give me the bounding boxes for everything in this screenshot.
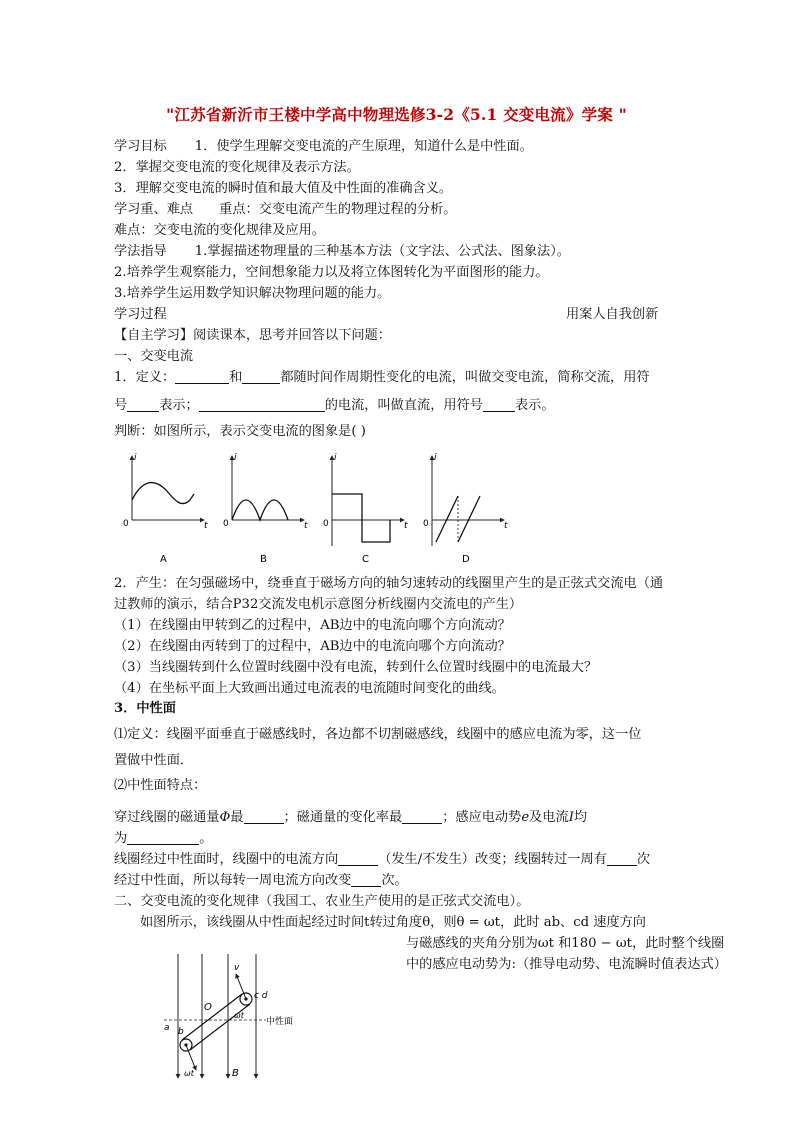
fig-wt-label: ωt — [234, 1011, 244, 1020]
neutral-feature-line-2 — [114, 830, 212, 848]
judge-question: 判断：如图所示，表示交变电流的图象是( ) — [114, 424, 366, 439]
graph-b-axis-t: t — [304, 521, 308, 531]
definition-line-2 — [114, 397, 555, 415]
goal-item-2: 2．掌握交变电流的变化规律及表示方法。 — [114, 160, 360, 175]
key-focus: 重点：交变电流产生的物理过程的分析。 — [219, 202, 457, 217]
neutral-heading: 3．中性面 — [114, 701, 176, 716]
generation-question-4: （4）在坐标平面上大致画出通过电流表的电流随时间变化的曲线。 — [114, 681, 505, 696]
graph-b — [223, 453, 308, 565]
fig-a-label: a — [164, 1023, 170, 1033]
key-line — [114, 201, 457, 219]
graph-b-axis-i: i — [234, 453, 237, 463]
def-text-a: 1．定义： — [114, 370, 176, 385]
graph-c-origin: 0 — [323, 519, 329, 529]
blank-1[interactable] — [175, 369, 229, 384]
section-2-paragraph-1: 如图所示，该线圈从中性面起经过时间t转过角度θ，则θ = ωt，此时 ab、cd 速度方向 — [140, 915, 646, 930]
def-text-g: 表示。 — [515, 398, 555, 413]
graph-c — [323, 453, 408, 565]
key-label: 学习重、难点 — [114, 202, 194, 217]
feat-text-h: 均 — [573, 810, 588, 825]
section-1-heading: 一、交变电流 — [114, 349, 194, 364]
blank-3[interactable] — [127, 397, 159, 412]
neutral-def-line-2: 置做中性面． — [114, 753, 194, 768]
goals-label: 学习目标 — [114, 139, 167, 154]
section-2-heading: 二、交变电流的变化规律（我国工、农业生产使用的是正弦式交流电）。 — [114, 894, 530, 909]
generation-question-2: （2）在线圈由丙转到丁的过程中，AB边中的电流向哪个方向流动？ — [114, 639, 511, 654]
section-2-paragraph-3: 中的感应电动势为:（推导电动势、电流瞬时值表达式） — [406, 957, 727, 972]
graph-d-origin: 0 — [423, 519, 429, 529]
generation-question-3: （3）当线圈转到什么位置时线圈中没有电流，转到什么位置时线圈中的电流最大？ — [114, 660, 598, 675]
fig-b-label: b — [178, 1027, 184, 1037]
process-right-note: 用案人自我创新 — [566, 307, 659, 322]
fig-neutral-label: 中性面 — [266, 1017, 294, 1027]
def-text-e: 表示； — [159, 398, 199, 413]
blank-value[interactable] — [127, 830, 199, 845]
graph-b-label: B — [260, 554, 267, 565]
goals-line-1 — [114, 138, 533, 156]
current-text-a: 线圈经过中性面时，线圈中的电流方向 — [114, 852, 339, 867]
neutral-feature-line-1 — [114, 809, 587, 827]
def-text-b: 和 — [229, 370, 243, 385]
definition-line-1 — [114, 369, 650, 387]
guide-label: 学法指导 — [114, 244, 167, 259]
feat-text-c: ；磁通量的变化率最 — [283, 810, 403, 825]
blank-flux-rate[interactable] — [402, 809, 442, 824]
blank-flux[interactable] — [244, 809, 284, 824]
neutral-def-line-1: ⑴定义：线圈平面垂直于磁感线时，各边都不切割磁感线，线圈中的感应电流为零，这一位 — [114, 727, 642, 742]
feat-text-b: 最 — [230, 810, 244, 825]
goal-item-1: 1．使学生理解交变电流的产生原理，知道什么是中性面。 — [194, 139, 533, 154]
generation-line-1: 2．产生：在匀强磁场中，绕垂直于磁场方向的轴匀速转动的线圈里产生的是正弦式交流电（通 — [114, 576, 664, 591]
blank-changes[interactable] — [351, 872, 381, 887]
def-text-f: 的电流，叫做直流，用符号 — [324, 398, 483, 413]
generation-line-2: 过教师的演示，结合P32交流发电机示意图分析线圈内交流电的产生） — [114, 597, 523, 612]
generation-question-1: （1）在线圈由甲转到乙的过程中，AB边中的电流向哪个方向流动？ — [114, 618, 511, 633]
section-2-paragraph-2: 与磁感线的夹角分别为ωt 和180 − ωt，此时整个线圈 — [406, 936, 725, 951]
guide-item-3: 3.培养学生运用数学知识解决物理问题的能力。 — [114, 286, 391, 301]
feat-text-d: ；感应电动势 — [442, 810, 522, 825]
def-text-d: 号 — [114, 398, 128, 413]
graph-d — [423, 453, 508, 565]
graph-b-origin: 0 — [223, 519, 229, 529]
fig-b-field-label: B — [232, 1068, 239, 1079]
document-title: "江苏省新沂市王楼中学高中物理选修3-2《5.1 交变电流》学案 " — [166, 105, 627, 124]
key-difficulty: 难点：交变电流的变化规律及应用。 — [114, 223, 325, 238]
blank-2[interactable] — [242, 369, 280, 384]
graph-c-label: C — [362, 554, 369, 565]
phi-symbol: Φ — [219, 810, 231, 825]
graph-d-axis-t: t — [504, 521, 508, 531]
feat2-text-a: 为 — [114, 831, 128, 846]
fig-cd-label: c d — [254, 991, 268, 1001]
current2-text-b: 次。 — [381, 873, 408, 888]
fig-wt2-label: ωt — [184, 1069, 194, 1078]
self-study-heading: 【自主学习】阅读课本，思考并回答以下问题： — [114, 328, 391, 343]
graphs-figure — [118, 450, 518, 572]
goal-item-3: 3．理解交变电流的瞬时值和最大值及中性面的准确含义。 — [114, 181, 453, 196]
guide-line-1 — [114, 243, 570, 261]
fig-v-label: v — [234, 963, 240, 973]
current2-text-a: 经过中性面，所以每转一周电流方向改变 — [114, 873, 352, 888]
neutral-current-line-1 — [114, 851, 650, 869]
def-text-c: 都随时间作周期性变化的电流，叫做交变电流，简称交流，用符 — [280, 370, 650, 385]
blank-5[interactable] — [483, 397, 515, 412]
graph-c-axis-i: i — [334, 453, 337, 463]
graph-d-label: D — [462, 554, 470, 565]
coil-figure — [160, 950, 300, 1080]
fig-o-label: O — [204, 1002, 212, 1013]
current-symbol: I — [568, 810, 574, 825]
blank-4[interactable] — [199, 397, 325, 412]
feat-text-f: 及电流 — [529, 810, 569, 825]
feat-text-a: 穿过线圈的磁通量 — [114, 810, 220, 825]
graph-c-axis-t: t — [404, 521, 408, 531]
feat2-text-b: 。 — [199, 831, 213, 846]
blank-times[interactable] — [607, 851, 637, 866]
graph-a — [123, 453, 208, 565]
guide-item-1: 1.掌握描述物理量的三种基本方法（文字法、公式法、图象法）。 — [194, 244, 570, 259]
guide-item-2: 2.培养学生观察能力，空间想象能力以及将立体图转化为平面图形的能力。 — [114, 265, 549, 280]
graph-d-axis-i: i — [434, 453, 437, 463]
current-text-b: （发生/不发生）改变；线圈转过一周有 — [378, 852, 607, 867]
blank-direction[interactable] — [338, 851, 378, 866]
graph-a-axis-i: i — [134, 453, 137, 463]
emf-symbol: e — [521, 810, 530, 825]
current-text-c: 次 — [636, 852, 651, 867]
graph-a-label: A — [160, 554, 167, 565]
graph-a-axis-t: t — [204, 521, 208, 531]
neutral-current-line-2 — [114, 872, 408, 890]
process-label: 学习过程 — [114, 307, 167, 322]
neutral-features-label: ⑵中性面特点： — [114, 778, 207, 793]
graph-a-origin: 0 — [123, 519, 129, 529]
